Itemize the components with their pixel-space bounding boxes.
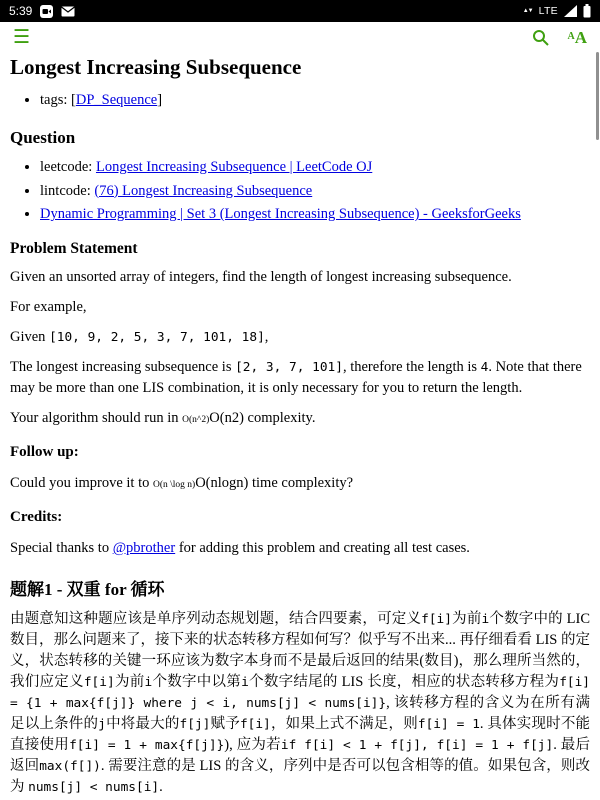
followup-heading: Follow up:	[10, 444, 79, 461]
inline-code: f[i] = 1	[417, 716, 480, 732]
mail-icon	[61, 6, 75, 17]
inline-code: nums[j] < nums[i]	[28, 779, 160, 795]
paragraph: Given an unsorted array of integers, find the length of longest increasing subsequence.	[10, 269, 512, 285]
menu-button[interactable]	[13, 25, 31, 48]
credits-heading: Credits:	[10, 508, 63, 525]
inline-code: f[i]	[83, 674, 115, 690]
zoom-app-icon	[40, 5, 53, 18]
search-icon	[532, 29, 549, 46]
inline-code: 4	[480, 360, 489, 376]
link[interactable]: Dynamic Programming | Set 3 (Longest Increasing Subsequence) - GeeksforGeeks	[40, 206, 521, 223]
tags-list	[10, 90, 590, 112]
solution-heading: 题解1 - 双重 for 循环	[10, 579, 165, 599]
inline-code: [10, 9, 2, 5, 3, 7, 101, 18]	[49, 330, 265, 346]
data-activity-icon: ▲▼	[522, 8, 533, 14]
list-item: • lintcode: (76) Longest Increasing Subsequence	[40, 181, 590, 203]
inline-code: j	[98, 716, 106, 732]
inline-code: max(f[])	[39, 758, 101, 774]
inline-code: i	[144, 674, 153, 690]
link[interactable]: Longest Increasing Subsequence | LeetCode OJ	[95, 158, 373, 175]
search-button[interactable]	[532, 29, 549, 46]
clock: 5:39	[9, 4, 33, 18]
math-inline: O(n \log n)	[152, 479, 196, 490]
link[interactable]: DP_Sequence	[75, 92, 158, 108]
inline-code: [2, 3, 7, 101]	[235, 360, 343, 376]
status-bar	[0, 0, 600, 22]
inline-code: f[i]	[239, 716, 271, 732]
paragraph: For example,	[10, 299, 87, 316]
paragraph: Could you improve it to O(n \log n)O(nlogn) time complexity?	[10, 474, 354, 491]
link[interactable]: (76) Longest Increasing Subsequence	[94, 182, 313, 199]
app-toolbar	[0, 22, 600, 52]
paragraph: Special thanks to @pbrother for adding this problem and creating all test cases.	[10, 539, 470, 556]
inline-code: f[i] = {1 + max{f[j]} where j < i, nums[j] < nums[i]}	[10, 674, 591, 711]
inline-code: f[i] = 1 + max{f[j]}	[69, 737, 225, 753]
question-heading: Question	[10, 127, 76, 147]
inline-code: f[j]	[179, 716, 211, 732]
font-settings-button[interactable]: A A	[567, 27, 587, 47]
link[interactable]: @pbrother	[112, 539, 176, 556]
page-title: Longest Increasing Subsequence	[10, 55, 302, 79]
network-type: LTE	[538, 5, 558, 17]
article	[0, 55, 600, 798]
problem-statement-heading: Problem Statement	[10, 240, 138, 257]
paragraph: The longest increasing subsequence is [2, 3, 7, 101], therefore the length is 4. Note that there may be more than one LIS combination, it is only necessary for you to return the length.	[10, 359, 582, 397]
paragraph: Given [10, 9, 2, 5, 3, 7, 101, 18],	[10, 329, 269, 346]
math-inline: O(n^2)	[182, 415, 210, 426]
menu-icon: ☰	[13, 25, 31, 48]
inline-code: i	[481, 611, 490, 627]
question-links	[10, 157, 590, 226]
list-item: • leetcode: Longest Increasing Subsequence | LeetCode OJ	[40, 157, 590, 179]
scrollbar-thumb[interactable]	[596, 52, 599, 140]
solution-paragraph: 由题意知这种题应该是单序列动态规划题，结合四要素，可定义f[i]为前i个数字中的 LIC 数目，那么问题来了，接下来的状态转移方程如何写？似乎写不出来... 再仔细看看 LIS 的定义，状态转移的关键一环应该为数字本身而不是最后返回的结果(数目)，那么理所当然的，我们应定义f[i]为前i个数字中以第i个数字结尾的 LIS 长度，相应的状态转移方程为f[i] = {1 + max{f[j]} where j < i, nums[j] < nums[i]}, 该转移方程的含义为在所有满足以上条件的j中将最大的f[j]赋予f[i]，如果上式不满足，则f[i] = 1. 具体实现时不能直接使用f[i] = 1 + max{f[j]}), 应为若if f[i] < 1 + f[j], f[i] = 1 + f[j]. 最后返回max(f[]). 需要注意的是 LIS 的含义，序列中是否可以包含相等的值。如果包含，则改为 nums[j] < nums[i].	[10, 610, 591, 795]
list-item	[40, 204, 590, 226]
signal-icon	[564, 5, 577, 17]
inline-code: i	[241, 674, 249, 690]
battery-icon	[583, 4, 591, 18]
inline-code: if f[i] < 1 + f[j], f[i] = 1 + f[j]	[280, 737, 554, 753]
paragraph: Your algorithm should run in O(n^2)O(n2) complexity.	[10, 410, 316, 427]
font-settings-icon: A	[567, 31, 575, 42]
inline-code: f[i]	[421, 611, 452, 627]
tags-item: • tags: [DP_Sequence]	[40, 90, 590, 112]
